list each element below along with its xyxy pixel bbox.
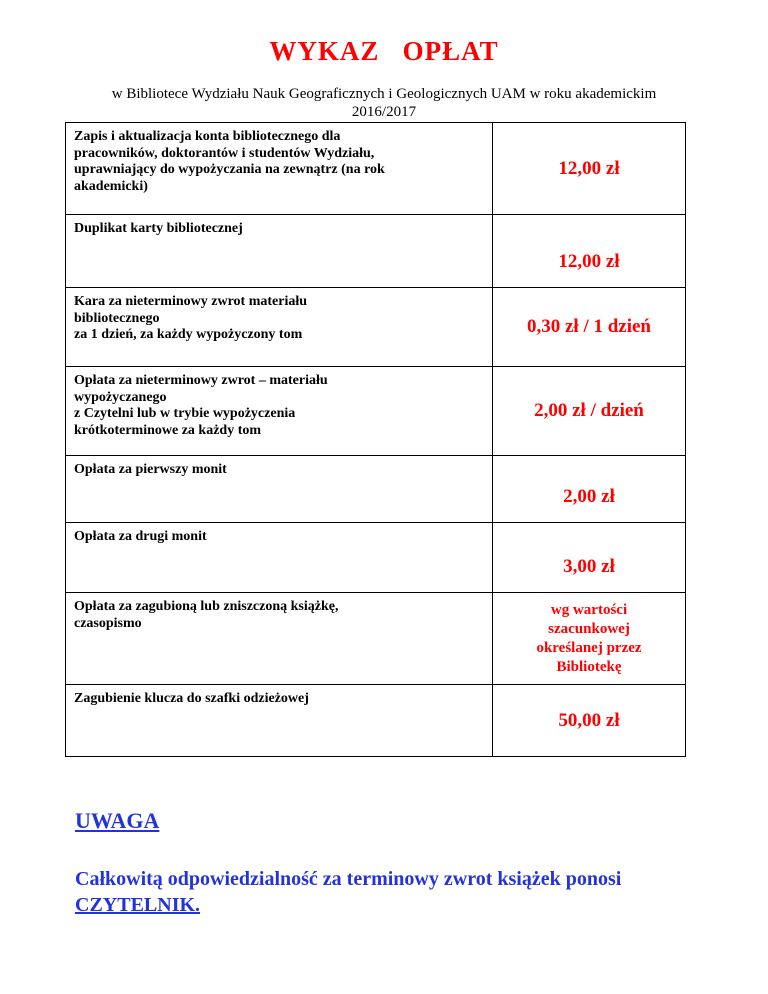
fee-price: 50,00 zł	[493, 685, 686, 757]
fee-description: Opłata za drugi monit	[66, 523, 493, 593]
fee-description: Zagubienie klucza do szafki odzieżowej	[66, 685, 493, 757]
table-row	[66, 367, 686, 456]
fee-price: 0,30 zł / 1 dzień	[493, 288, 686, 367]
notice-text	[75, 866, 715, 918]
table-row	[66, 685, 686, 757]
fee-description: Kara za nieterminowy zwrot materiału bibliotecznego za 1 dzień, za każdy wypożyczony tom	[66, 288, 493, 367]
notice-body: Całkowitą odpowiedzialność za terminowy zwrot książek ponosi	[75, 868, 622, 890]
fee-description: Duplikat karty bibliotecznej	[66, 215, 493, 288]
fee-price: 2,00 zł	[493, 456, 686, 523]
fee-description: Zapis i aktualizacja konta bibliotecznego dla pracowników, doktorantów i studentów Wydziału, uprawniający do wypożyczania na zewnątrz (na rok akademicki)	[66, 123, 493, 215]
fee-price: wg wartości szacunkowej określanej przez Bibliotekę	[493, 593, 686, 685]
fee-price: 12,00 zł	[493, 215, 686, 288]
table-row	[66, 215, 686, 288]
page-title: WYKAZ OPŁAT	[269, 36, 499, 66]
fee-description: Opłata za pierwszy monit	[66, 456, 493, 523]
fee-price: 3,00 zł	[493, 523, 686, 593]
fee-price: 2,00 zł / dzień	[493, 367, 686, 456]
fees-table	[65, 122, 686, 757]
table-row	[66, 288, 686, 367]
table-row	[66, 123, 686, 215]
fee-description: Opłata za zagubioną lub zniszczoną książkę, czasopismo	[66, 593, 493, 685]
notice-emphasis: CZYTELNIK.	[75, 894, 201, 916]
notice-heading: UWAGA	[75, 808, 160, 833]
table-row	[66, 456, 686, 523]
table-row	[66, 593, 686, 685]
fee-price: 12,00 zł	[493, 123, 686, 215]
page-subtitle: w Bibliotece Wydziału Nauk Geograficznych i Geologicznych UAM w roku akademickim 2016/2017	[111, 86, 657, 120]
table-row	[66, 523, 686, 593]
fee-description: Opłata za nieterminowy zwrot – materiału wypożyczanego z Czytelni lub w trybie wypożyczenia krótkoterminowe za każdy tom	[66, 367, 493, 456]
